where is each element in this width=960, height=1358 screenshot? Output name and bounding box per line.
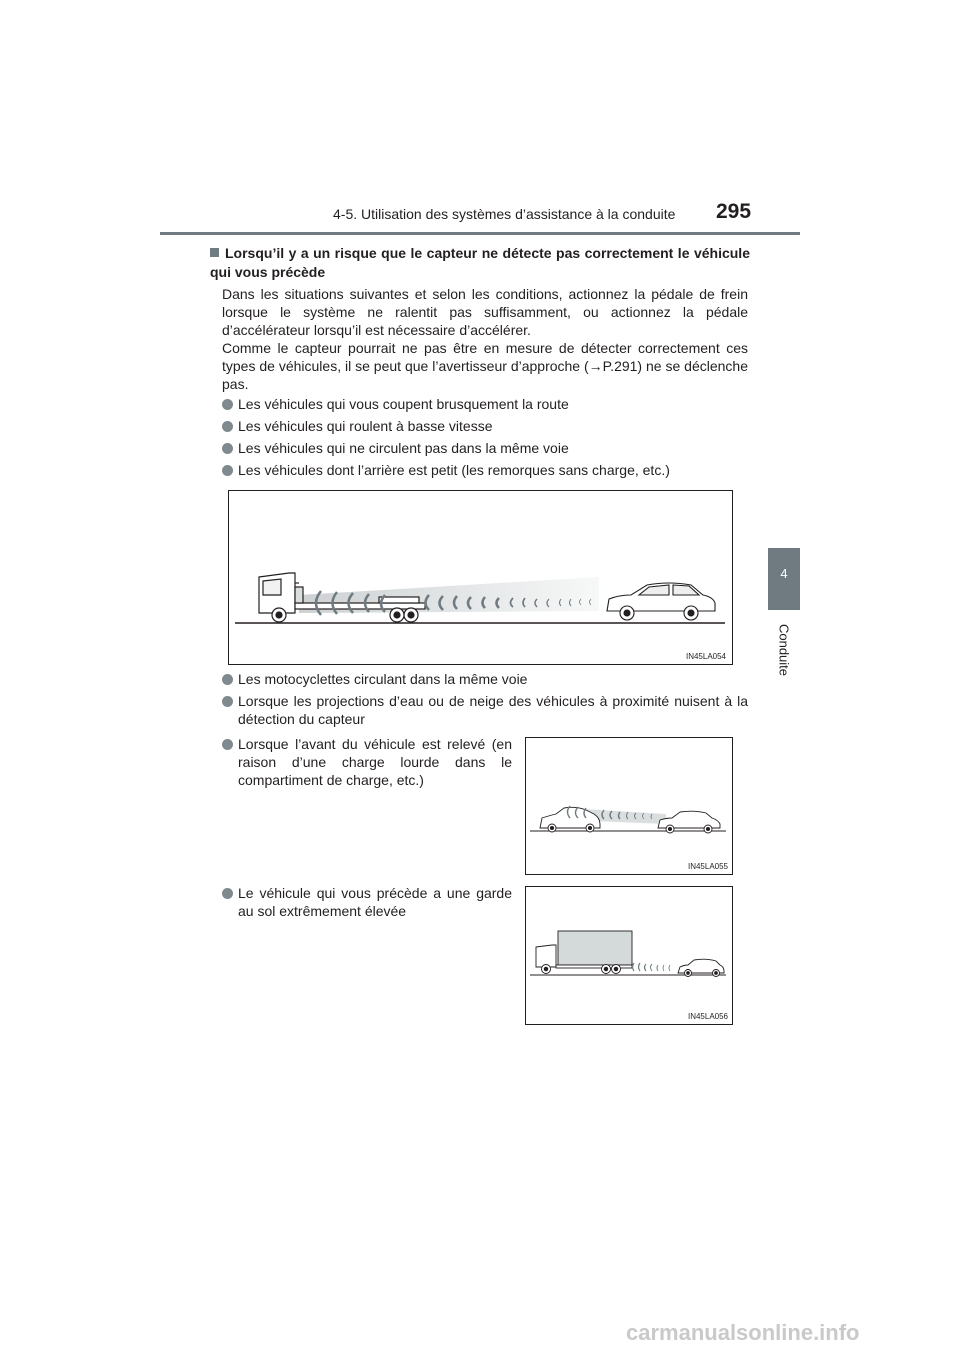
running-header-title: 4-5. Utilisation des systèmes d’assistance à la conduite (333, 206, 676, 222)
list-item: Les véhicules qui vous coupent brusquement la route (222, 395, 748, 413)
page-number: 295 (716, 200, 752, 223)
bullet-dot-icon (222, 739, 233, 750)
list-item: Lorsque l’avant du véhicule est relevé (en raison d’une charge lourde dans le compartiment de charge, etc.) (222, 735, 512, 789)
car-icon (678, 959, 724, 976)
figure-high-clearance (525, 886, 733, 1025)
bullet-dot-icon (222, 465, 233, 476)
figure-empty-trailer (228, 490, 733, 665)
bullet-dot-icon (222, 399, 233, 410)
list-item: Les motocyclettes circulant dans la même voie (222, 670, 748, 688)
square-bullet-icon (210, 248, 219, 257)
high-clearance-illustration (526, 887, 732, 1024)
chapter-tab: 4 (768, 548, 800, 610)
bullet-dot-icon (222, 674, 233, 685)
car-icon (607, 583, 715, 620)
list-item: Les véhicules qui roulent à basse vitesse (222, 417, 748, 435)
section-body (222, 285, 748, 393)
truck-icon (536, 931, 632, 974)
empty-trailer-illustration (229, 491, 732, 664)
header-rule (160, 232, 800, 235)
list-item: Les véhicules qui ne circulent pas dans la même voie (222, 439, 748, 457)
chapter-label (768, 618, 800, 682)
bullet-dot-icon (222, 696, 233, 707)
list-item: Le véhicule qui vous précède a une garde au sol extrêmement élevée (222, 884, 512, 920)
car-icon (658, 811, 720, 833)
section-heading (210, 244, 750, 282)
paragraph-2: Comme le capteur pourrait ne pas être en mesure de détecter correctement ces types de véhicules, il se peut que l’avertisseur d’approche (→P.291) ne se déclenche pas. (222, 340, 748, 392)
section-heading-text: Lorsqu’il y a un risque que le capteur ne détecte pas correctement le véhicule qui vous précède (210, 245, 750, 280)
bullet-dot-icon (222, 421, 233, 432)
watermark: carmanualsonline.info (626, 1320, 860, 1345)
chapter-label-text: Conduite (776, 623, 792, 677)
bullet-dot-icon (222, 888, 233, 899)
figure-raised-front (525, 737, 733, 875)
paragraph-1: Dans les situations suivantes et selon les conditions, actionnez la pédale de frein lorsque le système ne ralentit pas suffisamment, ou actionnez la pédale d’accélérateur lorsqu’il est nécessaire d’accélérer. (222, 286, 748, 338)
figure-code: IN45LA054 (685, 652, 726, 661)
figure-code: IN45LA055 (687, 862, 728, 871)
list-item: Lorsque les projections d’eau ou de neige des véhicules à proximité nuisent à la détection du capteur (222, 692, 748, 728)
bullet-dot-icon (222, 443, 233, 454)
figure-code: IN45LA056 (687, 1012, 728, 1021)
raised-front-illustration (526, 738, 732, 874)
list-item: Les véhicules dont l’arrière est petit (les remorques sans charge, etc.) (222, 461, 748, 479)
